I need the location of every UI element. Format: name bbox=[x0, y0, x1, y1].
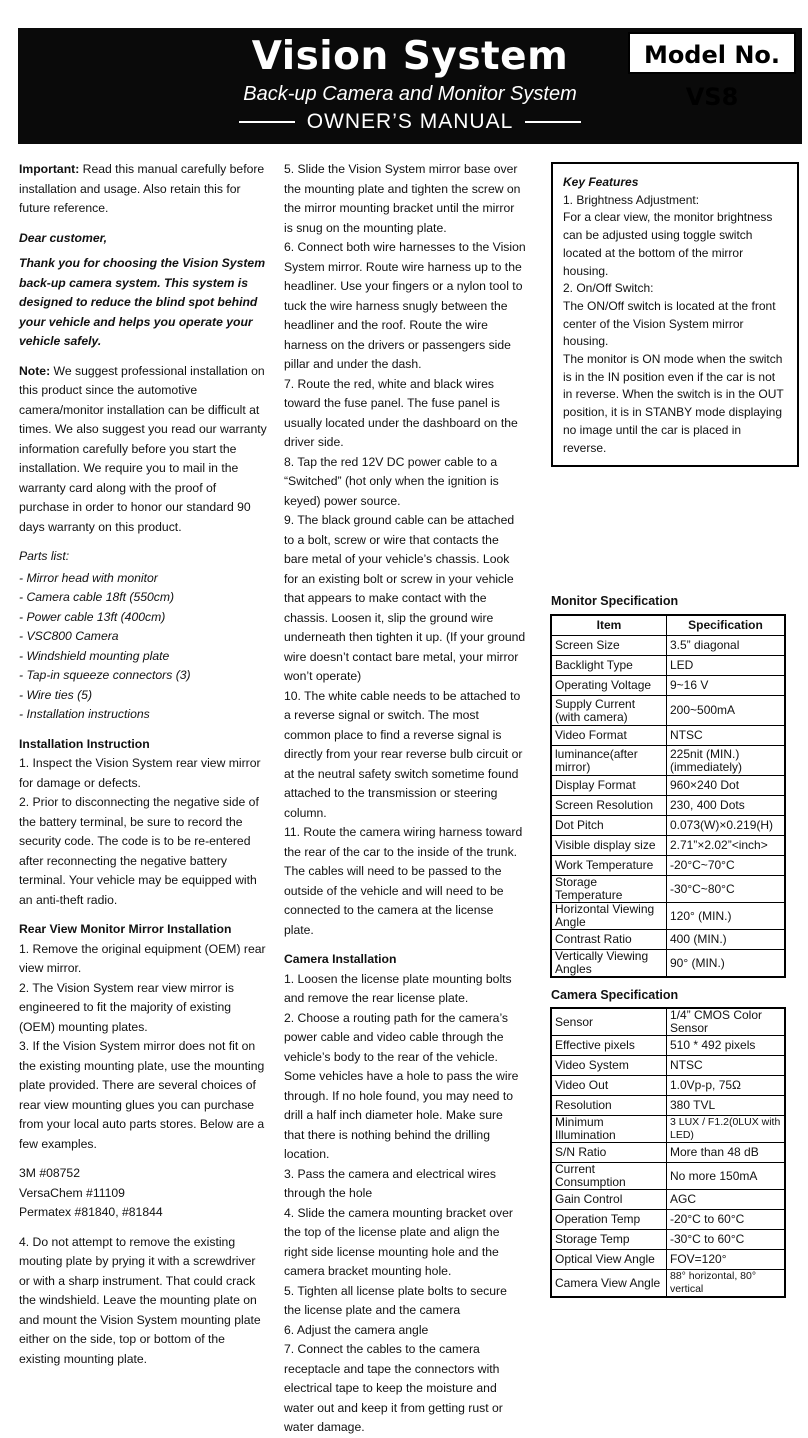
spec-value: NTSC bbox=[667, 1056, 786, 1076]
table-row bbox=[551, 726, 785, 746]
list-item: - Tap-in squeeze connectors (3) bbox=[19, 668, 191, 682]
table-row bbox=[551, 696, 785, 726]
spec-value: No more 150mA bbox=[667, 1163, 786, 1190]
spec-key: Gain Control bbox=[551, 1190, 667, 1210]
column-header: Item bbox=[551, 615, 667, 636]
thanks-paragraph: Thank you for choosing the Vision System back-up camera system. This system is designed to reduce the blind spot behind your vehicle and helps you operate your vehicle safely. bbox=[19, 256, 266, 348]
install-step: 9. The black ground cable can be attached to a bolt, screw or wire that contacts the bare metal of your vehicle’s chassis. Look for an existing bolt or screw in your vehicle that appears to make contact with the chassis. Loosen it, slip the ground wire underneath then tighten it up. (If your ground wire doesn’t contact bare metal, your mirror won’t operate) bbox=[284, 513, 526, 683]
spec-key: Display Format bbox=[551, 776, 667, 796]
spec-value: 0.073(W)×0.219(H) bbox=[667, 816, 786, 836]
spec-key: Supply Current (with camera) bbox=[551, 696, 667, 726]
spec-key: Operation Temp bbox=[551, 1210, 667, 1230]
note-label: Note: bbox=[19, 363, 51, 378]
model-number-box: Model No. VS8 bbox=[628, 32, 796, 74]
divider-right bbox=[525, 121, 581, 123]
spec-value: FOV=120° bbox=[667, 1250, 786, 1270]
spec-value: 230, 400 Dots bbox=[667, 796, 786, 816]
table-row bbox=[551, 776, 785, 796]
spec-key: Effective pixels bbox=[551, 1036, 667, 1056]
header-banner bbox=[18, 28, 802, 144]
spec-value: 960×240 Dot bbox=[667, 776, 786, 796]
spec-key: Operating Voltage bbox=[551, 676, 667, 696]
spec-value: 225nit (MIN.) (immediately) bbox=[667, 746, 786, 776]
spec-key: Work Temperature bbox=[551, 856, 667, 876]
spec-value: 380 TVL bbox=[667, 1096, 786, 1116]
table-row bbox=[551, 1210, 785, 1230]
table-row bbox=[551, 1143, 785, 1163]
camera-step: 1. Loosen the license plate mounting bolts and remove the rear license plate. bbox=[284, 971, 512, 1005]
spec-key: Video Format bbox=[551, 726, 667, 746]
spec-value: 90° (MIN.) bbox=[667, 950, 786, 978]
key-features-title: Key Features bbox=[563, 175, 639, 189]
spec-value: LED bbox=[667, 656, 786, 676]
rear-view-heading: Rear View Monitor Mirror Installation bbox=[19, 922, 232, 936]
column-middle bbox=[284, 160, 526, 1438]
spec-value: -20°C~70°C bbox=[667, 856, 786, 876]
important-text: Read this manual carefully before installation and usage. Also retain this for future reference. bbox=[19, 162, 265, 215]
table-row bbox=[551, 903, 785, 930]
spec-value: 2.71”×2.02”<inch> bbox=[667, 836, 786, 856]
parts-list-title: Parts list: bbox=[19, 549, 70, 563]
spec-value: 510 * 492 pixels bbox=[667, 1036, 786, 1056]
table-row bbox=[551, 1250, 785, 1270]
table-row bbox=[551, 950, 785, 978]
table-row bbox=[551, 1270, 785, 1298]
camera-step: 6. Adjust the camera angle bbox=[284, 1322, 429, 1337]
table-row bbox=[551, 1036, 785, 1056]
spec-value: 120° (MIN.) bbox=[667, 903, 786, 930]
spec-value: -30°C~80°C bbox=[667, 876, 786, 903]
spec-key: Dot Pitch bbox=[551, 816, 667, 836]
spec-key: Minimum Illumination bbox=[551, 1116, 667, 1143]
important-paragraph bbox=[19, 160, 267, 219]
rear-step: 2. The Vision System rear view mirror is engineered to fit the majority of existing (OEM) mounting plates. bbox=[19, 980, 234, 1034]
table-row bbox=[551, 1116, 785, 1143]
table-row bbox=[551, 1230, 785, 1250]
spec-value: 88° horizontal, 80° vertical bbox=[667, 1270, 786, 1298]
table-row bbox=[551, 816, 785, 836]
document-subtitle: Back-up Camera and Monitor System bbox=[243, 83, 577, 105]
monitor-spec-title: Monitor Specification bbox=[551, 594, 679, 608]
parts-list bbox=[19, 569, 267, 725]
camera-spec-title: Camera Specification bbox=[551, 988, 679, 1002]
camera-step: 5. Tighten all license plate bolts to secure the license plate and the camera bbox=[284, 1283, 507, 1317]
spec-value: More than 48 dB bbox=[667, 1143, 786, 1163]
manual-text: OWNER’S MANUAL bbox=[306, 110, 514, 133]
spec-value: 3.5” diagonal bbox=[667, 636, 786, 656]
note-paragraph bbox=[19, 362, 267, 538]
install-step: 7. Route the red, white and black wires toward the fuse panel. The fuse panel is usually located under the dashboard on the driver side. bbox=[284, 376, 518, 449]
divider-left bbox=[239, 121, 295, 123]
monitor-spec-table bbox=[550, 614, 786, 978]
table-row bbox=[551, 1008, 785, 1036]
table-row bbox=[551, 1076, 785, 1096]
feature-line: 1. Brightness Adjustment: bbox=[563, 192, 700, 207]
spec-key: Storage Temp bbox=[551, 1230, 667, 1250]
spec-key: Sensor bbox=[551, 1008, 667, 1036]
table-row bbox=[551, 1096, 785, 1116]
table-row bbox=[551, 676, 785, 696]
feature-line: The monitor is ON mode when the switch is in the IN position even if the car is not in reverse. When the switch is in the OUT position, it is in STANBY mode displaying no image until the car is placed in reverse. bbox=[563, 352, 784, 455]
list-item: - Mirror head with monitor bbox=[19, 570, 158, 585]
spec-key: Camera View Angle bbox=[551, 1270, 667, 1298]
list-item: - VSC800 Camera bbox=[19, 629, 119, 643]
table-row bbox=[551, 876, 785, 903]
spec-key: Contrast Ratio bbox=[551, 930, 667, 950]
spec-value: -20°C to 60°C bbox=[667, 1210, 786, 1230]
list-item: - Camera cable 18ft (550cm) bbox=[19, 590, 175, 604]
spec-key: luminance(after mirror) bbox=[551, 746, 667, 776]
table-row bbox=[551, 636, 785, 656]
spec-value: 9~16 V bbox=[667, 676, 786, 696]
spec-value: 400 (MIN.) bbox=[667, 930, 786, 950]
table-row bbox=[551, 856, 785, 876]
spec-value: 1/4” CMOS Color Sensor bbox=[667, 1008, 786, 1036]
dear-customer-heading: Dear customer, bbox=[19, 230, 108, 245]
spec-key: Current Consumption bbox=[551, 1163, 667, 1190]
list-item: - Power cable 13ft (400cm) bbox=[19, 609, 166, 624]
camera-spec-table bbox=[550, 1007, 786, 1298]
spec-key: Backlight Type bbox=[551, 656, 667, 676]
spec-key: Visible display size bbox=[551, 836, 667, 856]
spec-key: Screen Size bbox=[551, 636, 667, 656]
table-row bbox=[551, 836, 785, 856]
list-item: - Wire ties (5) bbox=[19, 687, 93, 702]
spec-value: NTSC bbox=[667, 726, 786, 746]
install-step: 6. Connect both wire harnesses to the Vision System mirror. Route wire harness up to the headliner. Use your fingers or a nylon tool to tuck the wire harness snugly between the headliner and the roof. Route the wire harness on the drivers or passengers side pillar and under the dash. bbox=[284, 240, 526, 371]
key-features-box bbox=[551, 162, 799, 467]
spec-key: Video Out bbox=[551, 1076, 667, 1096]
spec-key: Resolution bbox=[551, 1096, 667, 1116]
camera-step: 7. Connect the cables to the camera receptacle and tape the connectors with electrical tape to keep the moisture and water out and keep it from getting rust or water damage. bbox=[284, 1342, 503, 1434]
list-item: - Installation instructions bbox=[19, 707, 150, 721]
owners-manual-label bbox=[18, 110, 802, 134]
table-row bbox=[551, 930, 785, 950]
spec-key: Screen Resolution bbox=[551, 796, 667, 816]
camera-step: 2. Choose a routing path for the camera’s power cable and video cable through the vehicle’s body to the rear of the vehicle. Some vehicles have a hole to pass the wire through. If no hole found, you may need to drill a half inch diameter hole. Make sure that there is nothing behind the drilling location. bbox=[284, 1010, 519, 1161]
rear-step: 1. Remove the original equipment (OEM) rear view mirror. bbox=[19, 941, 266, 975]
table-header-row bbox=[551, 615, 785, 636]
spec-value: 3 LUX / F1.2(0LUX with LED) bbox=[667, 1116, 786, 1143]
glue-list bbox=[19, 1164, 267, 1223]
spec-key: Horizontal Viewing Angle bbox=[551, 903, 667, 930]
list-item: Permatex #81840, #81844 bbox=[19, 1205, 163, 1219]
column-left bbox=[19, 160, 267, 1369]
rear-step: 4. Do not attempt to remove the existing mouting plate by prying it with a screwdriver or with a sharp instrument. That could crack the windshield. Leave the mounting plate on and mount the Vision System mounting plate either on the side, top or bottom of the existing mounting plate. bbox=[19, 1234, 261, 1366]
table-row bbox=[551, 746, 785, 776]
installation-heading: Installation Instruction bbox=[19, 736, 150, 751]
install-step: 10. The white cable needs to be attached to a reverse signal or switch. The most common place to find a reverse signal is directly from your rear reverse bulb circuit or at the neutral safety switch sometime found attached to the transmission or steering column. bbox=[284, 688, 523, 820]
camera-step: 3. Pass the camera and electrical wires through the hole bbox=[284, 1166, 497, 1200]
spec-key: S/N Ratio bbox=[551, 1143, 667, 1163]
camera-installation-heading: Camera Installation bbox=[284, 952, 397, 966]
install-step: 1. Inspect the Vision System rear view mirror for damage or defects. bbox=[19, 756, 261, 790]
note-text: We suggest professional installation on this product since the automotive camera/monitor installation can be difficult at times. We also suggest you read our warranty information carefully before you start the installation. We require you to mail in the warranty card along with the proof of purchase in order to honor our standard 90 days warranty on this product. bbox=[19, 363, 267, 534]
feature-line: For a clear view, the monitor brightness can be adjusted using toggle switch located at the bottom of the mirror housing. bbox=[563, 210, 773, 278]
table-row bbox=[551, 1163, 785, 1190]
install-step: 2. Prior to disconnecting the negative side of the battery terminal, be sure to record the security code. The code is to be re-entered after reconnecting the negative battery terminal. Your vehicle may be equipped with an anti-theft radio. bbox=[19, 795, 259, 907]
install-step: 11. Route the camera wiring harness toward the rear of the car to the inside of the trunk. The cables will need to be passed to the outside of the vehicle and will need to be connected to the camera at the license plate. bbox=[284, 825, 523, 937]
table-row bbox=[551, 1190, 785, 1210]
feature-line: The ON/Off switch is located at the front center of the Vision System mirror housing. bbox=[563, 298, 776, 349]
spec-key: Video System bbox=[551, 1056, 667, 1076]
spec-value: -30°C to 60°C bbox=[667, 1230, 786, 1250]
list-item: - Windshield mounting plate bbox=[19, 648, 170, 663]
spec-value: 200~500mA bbox=[667, 696, 786, 726]
spec-key: Storage Temperature bbox=[551, 876, 667, 903]
spec-value: 1.0Vp-p, 75Ω bbox=[667, 1076, 786, 1096]
install-step: 8. Tap the red 12V DC power cable to a “Switched” (hot only when the ignition is keyed) power source. bbox=[284, 454, 499, 508]
feature-line: 2. On/Off Switch: bbox=[563, 281, 654, 296]
table-row bbox=[551, 656, 785, 676]
important-label: Important: bbox=[19, 162, 80, 176]
camera-step: 4. Slide the camera mounting bracket over the top of the license plate and align the right side license mounting hole and the camera bracket mounting hole. bbox=[284, 1205, 513, 1278]
document-title: Vision System bbox=[251, 34, 569, 79]
column-header: Specification bbox=[667, 615, 786, 636]
rear-step: 3. If the Vision System mirror does not fit on the existing mounting plate, use the mounting plate provided. There are several choices of rear view mounting glues you can purchase from your local auto parts stores. Below are a few examples. bbox=[19, 1039, 265, 1151]
list-item: VersaChem #11109 bbox=[19, 1185, 125, 1200]
spec-key: Optical View Angle bbox=[551, 1250, 667, 1270]
spec-value: AGC bbox=[667, 1190, 786, 1210]
spec-key: Vertically Viewing Angles bbox=[551, 950, 667, 978]
table-row bbox=[551, 796, 785, 816]
list-item: 3M #08752 bbox=[19, 1166, 80, 1180]
table-row bbox=[551, 1056, 785, 1076]
install-step: 5. Slide the Vision System mirror base over the mounting plate and tighten the screw on the mirror mounting bracket until the mirror is snug on the mounting plate. bbox=[284, 162, 521, 235]
